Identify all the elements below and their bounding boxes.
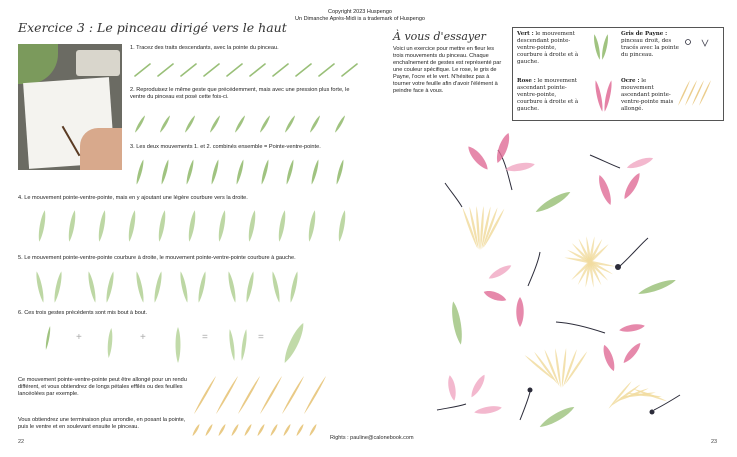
step3-stroke: [135, 159, 145, 185]
pink-petal: [621, 171, 642, 201]
green-leaf: [637, 277, 677, 297]
combo-equals-2: =: [258, 332, 264, 343]
step5-stroke: [153, 271, 164, 303]
long-ochre-stroke: [281, 375, 305, 414]
page-number-left: 22: [18, 439, 25, 445]
step1-stroke: [158, 64, 173, 76]
step1-stroke: [227, 64, 242, 76]
legend-ocre-swatch: [677, 80, 690, 106]
step6-stroke: [176, 327, 181, 363]
step2-stroke: [134, 115, 147, 134]
step2-stroke: [309, 115, 322, 134]
ochre-petal: [533, 351, 558, 385]
ochre-petal: [461, 207, 478, 249]
note-round-stroke: Vous obtiendrez une terminaison plus arrondie, en posant la pointe, puis le ventre et en soulevant ensuite le pinceau.: [18, 417, 186, 430]
green-leaf: [538, 404, 576, 430]
exercise-title: Exercice 3 : Le pinceau dirigé vers le haut: [18, 20, 287, 35]
step4-stroke: [277, 210, 287, 242]
flower-stem: [556, 322, 605, 333]
legend-ocre-label: Ocre :: [621, 78, 640, 84]
step-2-text: 2. Reproduisez le même geste que précédemment, mais avec une pression plus forte, le ventre du pinceau est posé cette fois-ci.: [130, 87, 350, 100]
long-ochre-stroke: [237, 375, 261, 414]
step1-stroke: [273, 64, 288, 76]
round-ochre-stroke: [295, 423, 304, 436]
round-ochre-stroke: [308, 423, 317, 436]
step5-stroke: [105, 271, 116, 303]
step1-stroke: [319, 64, 334, 76]
step6-stroke: [107, 328, 114, 358]
legend-rose-text: le mouvement ascendant pointe-ventre-pointe, courbure à droite et à gauche.: [517, 78, 579, 112]
try-intro: Voici un exercice pour mettre en fleur les trois mouvements du pinceau. Chaque enchaînement de gestes est représenté par une couleur spécifique. Le rose, le gris de Payne, l'ocre et le vert. N'hésitez pas à tourner votre feuille afin d'avoir l'élément à peindre face à vous.: [393, 46, 502, 94]
step3-stroke: [185, 159, 195, 185]
step5-stroke: [289, 271, 300, 303]
step5-stroke: [35, 271, 46, 303]
step4-stroke: [337, 210, 347, 242]
ochre-petal: [481, 207, 498, 249]
step5-stroke: [53, 271, 64, 303]
step6-stroke: [228, 329, 236, 361]
step-3-text: 3. Les deux mouvements 1. et 2. combinés ensemble = Pointe-ventre-pointe.: [130, 144, 321, 150]
step2-stroke: [284, 115, 297, 134]
flower-center: [615, 264, 621, 270]
legend-vert-swatch: [592, 34, 601, 60]
step2-stroke: [234, 115, 247, 134]
ochre-petal: [564, 351, 588, 385]
pink-petal: [482, 288, 507, 303]
legend-gris-text: pinceau droit, des tracés avec la pointe du pinceau.: [621, 38, 679, 58]
round-ochre-stroke: [243, 423, 252, 436]
legend-gris-swatch-line: [702, 40, 705, 46]
pink-petal: [446, 375, 457, 402]
step5-stroke: [87, 271, 98, 303]
flower-stem: [445, 183, 462, 207]
step4-stroke: [247, 210, 257, 242]
pink-petal: [621, 341, 643, 365]
pink-petal: [465, 144, 491, 172]
pink-petal: [626, 155, 655, 171]
step1-stroke: [204, 64, 219, 76]
flower-stem: [620, 238, 648, 266]
step3-stroke: [235, 159, 245, 185]
try-title: À vous d'essayer: [393, 30, 486, 43]
step2-stroke: [159, 115, 172, 134]
combo-plus-1: +: [76, 332, 82, 343]
legend-vert-swatch: [600, 34, 609, 60]
step-1-text: 1. Tracez des traits descendants, avec la pointe du pinceau.: [130, 45, 279, 51]
step2-stroke: [184, 115, 197, 134]
pink-petal: [487, 263, 513, 282]
step-4-text: 4. Le mouvement pointe-ventre-pointe, mais en y ajoutant une légère courbure vers la droite.: [18, 195, 248, 201]
round-ochre-stroke: [204, 423, 213, 436]
flower-stem: [590, 155, 620, 168]
long-ochre-stroke: [303, 375, 327, 414]
step6-stroke: [281, 321, 307, 364]
step4-stroke: [157, 210, 167, 242]
pink-petal: [596, 174, 614, 207]
step1-stroke: [181, 64, 196, 76]
step3-stroke: [260, 159, 270, 185]
flower-stem: [437, 404, 466, 410]
legend-ocre-swatch: [691, 80, 704, 106]
legend-gris-label: Gris de Payne :: [621, 31, 668, 37]
round-ochre-stroke: [191, 423, 200, 436]
flower-center: [650, 410, 655, 415]
round-ochre-stroke: [256, 423, 265, 436]
note-long-stroke: Ce mouvement pointe-ventre-pointe peut être allongé pour un rendu différent, et vous obtiendrez de longs pétales effilés ou des feuilles lancéolées par exemple.: [18, 377, 187, 397]
page-number-right: 23: [711, 439, 718, 445]
pink-petal: [601, 344, 618, 373]
step4-stroke: [187, 210, 197, 242]
step2-stroke: [334, 115, 347, 134]
step5-stroke: [197, 271, 208, 303]
combo-plus-2: +: [140, 332, 146, 343]
step4-stroke: [37, 210, 47, 242]
pink-petal: [619, 322, 646, 333]
step1-stroke: [135, 64, 150, 76]
pink-petal: [469, 373, 488, 399]
step1-stroke: [342, 64, 357, 76]
round-ochre-stroke: [282, 423, 291, 436]
step-5-text: 5. Le mouvement pointe-ventre-pointe courbure à droite, le mouvement pointe-ventre-pointe courbure à gauche.: [18, 255, 296, 261]
step6-stroke: [240, 329, 248, 361]
copyright-line-1: Copyright 2023 Huspengo: [328, 9, 392, 15]
step3-stroke: [210, 159, 220, 185]
step4-stroke: [97, 210, 107, 242]
step3-stroke: [285, 159, 295, 185]
round-ochre-stroke: [230, 423, 239, 436]
flower-stem: [528, 252, 540, 286]
pink-petal: [505, 161, 536, 174]
legend-ocre-swatch: [684, 80, 697, 106]
green-leaf: [534, 189, 572, 215]
round-ochre-stroke: [269, 423, 278, 436]
flower-stem: [520, 392, 530, 420]
legend-vert-text: le mouvement descendant pointe-ventre-pointe, courbure à droite et à gauche.: [517, 31, 579, 65]
step3-stroke: [335, 159, 345, 185]
step4-stroke: [307, 210, 317, 242]
step3-stroke: [310, 159, 320, 185]
legend-ocre-text: le mouvement ascendant pointe-ventre-pointe mais allongé.: [621, 78, 674, 112]
round-ochre-stroke: [217, 423, 226, 436]
long-ochre-stroke: [215, 375, 239, 414]
legend-vert-label: Vert :: [517, 31, 534, 37]
legend-rose-swatch: [594, 80, 605, 112]
pink-petal: [516, 297, 523, 327]
step3-stroke: [160, 159, 170, 185]
step2-stroke: [209, 115, 222, 134]
legend-ocre-swatch: [698, 80, 711, 106]
step6-stroke: [45, 326, 52, 350]
green-leaf: [450, 301, 465, 346]
step5-stroke: [245, 271, 256, 303]
step1-stroke: [296, 64, 311, 76]
rights-notice: Rights : pauline@calonebook.com: [330, 435, 414, 441]
legend-rose-label: Rose :: [517, 78, 536, 84]
step4-stroke: [127, 210, 137, 242]
long-ochre-stroke: [259, 375, 283, 414]
copyright-line-2: Un Dimanche Après-Midi is a trademark of Huspengo: [295, 16, 425, 22]
step5-stroke: [135, 271, 146, 303]
step-6-text: 6. Ces trois gestes précédents sont mis bout à bout.: [18, 310, 148, 316]
long-ochre-stroke: [193, 375, 217, 414]
step4-stroke: [217, 210, 227, 242]
step5-stroke: [227, 271, 238, 303]
pink-petal: [474, 404, 503, 415]
legend-gris-swatch-line: [705, 40, 708, 46]
step4-stroke: [67, 210, 77, 242]
legend-rose-swatch: [603, 80, 614, 112]
step5-stroke: [271, 271, 282, 303]
flower-center: [528, 388, 533, 393]
combo-equals-1: =: [202, 332, 208, 343]
step1-stroke: [250, 64, 265, 76]
legend-gris-swatch-circle: [686, 40, 691, 45]
ochre-petal: [608, 381, 633, 410]
step5-stroke: [179, 271, 190, 303]
step2-stroke: [259, 115, 272, 134]
